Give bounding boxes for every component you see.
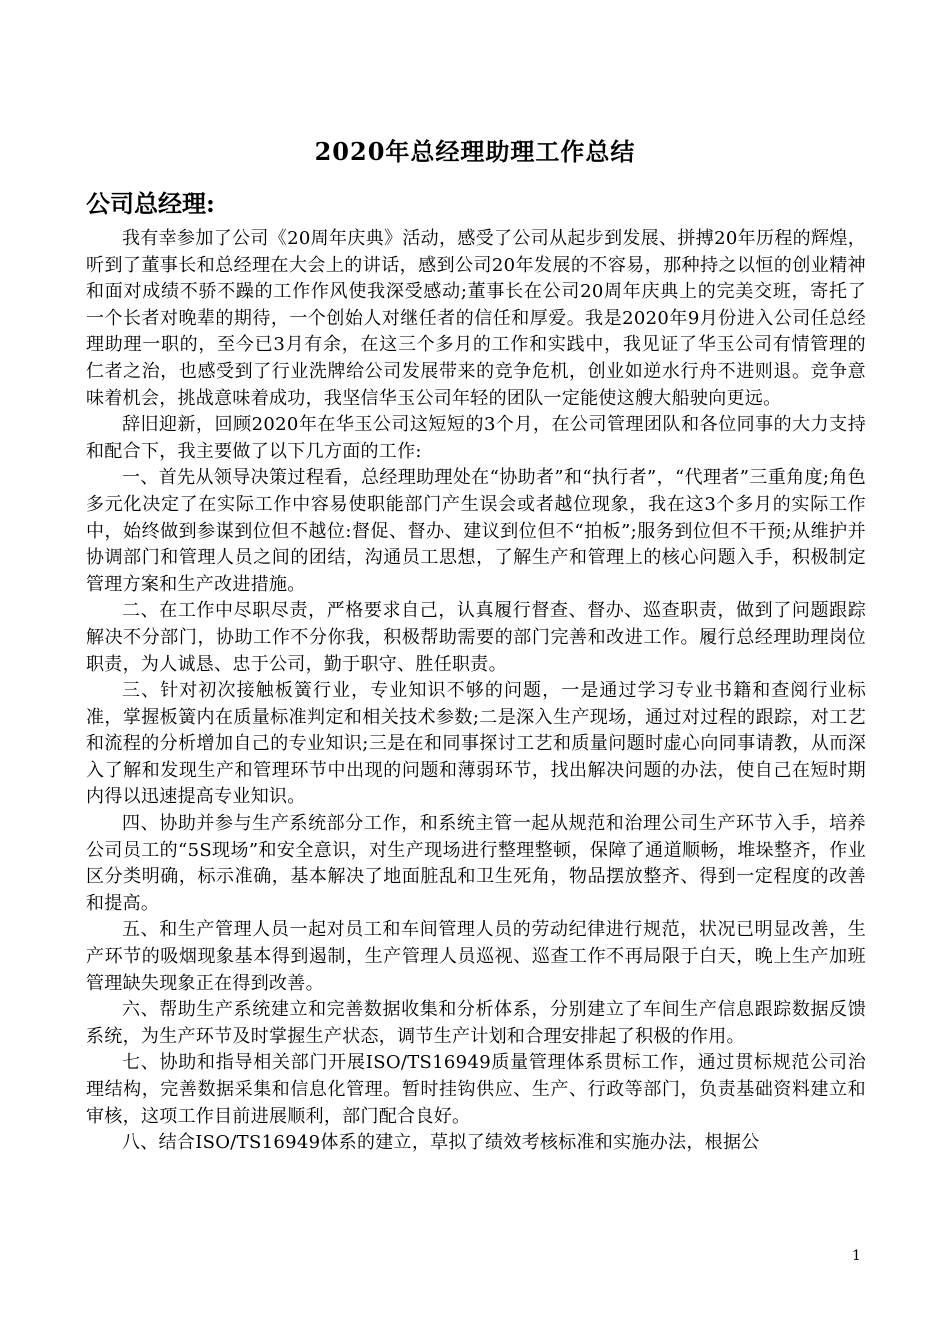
body-paragraph: 辞旧迎新，回顾2020年在华玉公司这短短的3个月，在公司管理团队和各位同事的大力支持和配合下，我主要做了以下几方面的工作: [86,414,866,462]
body-paragraph: 四、协助并参与生产系统部分工作，和系统主管一起从规范和治理公司生产环节入手，培养公司员工的“5S现场”和安全意识，对生产现场进行整理整顿，保障了通道顺畅，堆垛整齐，作业区分类明确，标示准确，基本解决了地面脏乱和卫生死角，物品摆放整齐、得到一定程度的改善和提高。 [86,813,866,914]
body-paragraph: 三、针对初次接触板簧行业，专业知识不够的问题，一是通过学习专业书籍和查阅行业标准，掌握板簧内在质量标准判定和相关技术参数;二是深入生产现场，通过对过程的跟踪，对工艺和流程的分析增加自己的专业知识;三是在和同事探讨工艺和质量问题时虚心向同事请教，从而深入了解和发现生产和管理环节中出现的问题和薄弱环节，找出解决问题的办法，使自己在短时期内得以迅速提高专业知识。 [86,680,866,808]
document-body [86,226,866,1157]
body-paragraph: 二、在工作中尽职尽责，严格要求自己，认真履行督查、督办、巡查职责，做到了问题跟踪解决不分部门，协助工作不分你我，积极帮助需要的部门完善和改进工作。履行总经理助理岗位职责，为人诚恳、忠于公司，勤于职守、胜任职责。 [86,600,866,675]
body-paragraph: 五、和生产管理人员一起对员工和车间管理人员的劳动纪律进行规范，状况已明显改善，生产环节的吸烟现象基本得到遏制，生产管理人员巡视、巡查工作不再局限于白天，晚上生产加班管理缺失现象正在得到改善。 [86,919,866,994]
salutation-heading: 公司总经理: [86,189,215,218]
page-number: 1 [852,1248,861,1264]
body-paragraph: 七、协助和指导相关部门开展ISO/TS16949质量管理体系贯标工作，通过贯标规范公司治理结构，完善数据采集和信息化管理。暂时挂钩供应、生产、行政等部门，负责基础资料建立和审核，这项工作目前进展顺利，部门配合良好。 [86,1052,866,1127]
body-paragraph: 我有幸参加了公司《20周年庆典》活动，感受了公司从起步到发展、拼搏20年历程的辉煌，听到了董事长和总经理在大会上的讲话，感到公司20年发展的不容易，那种持之以恒的创业精神和面对成绩不骄不躁的工作作风使我深受感动;董事长在公司20周年庆典上的完美交班，寄托了一个长者对晚辈的期待，一个创始人对继任者的信任和厚爱。我是2020年9月份进入公司任总经理助理一职的，至今已3月有余，在这三个多月的工作和实践中，我见证了华玉公司有情管理的仁者之治，也感受到了行业洗牌给公司发展带来的竞争危机，创业如逆水行舟不进则退。竞争意味着机会，挑战意味着成功，我坚信华玉公司年轻的团队一定能使这艘大船驶向更远。 [86,228,866,409]
document-title: 2020年总经理助理工作总结 [314,137,636,166]
body-paragraph: 一、首先从领导决策过程看，总经理助理处在“协助者”和“执行者”，“代理者”三重角度;角色多元化决定了在实际工作中容易使职能部门产生误会或者越位现象，我在这3个多月的实际工作中，始终做到参谋到位但不越位:督促、督办、建议到位但不“拍板”;服务到位但不干预;从维护并协调部门和管理人员之间的团结，沟通员工思想，了解生产和管理上的核心问题入手，积极制定管理方案和生产改进措施。 [86,467,866,595]
body-paragraph: 八、结合ISO/TS16949体系的建立，草拟了绩效考核标准和实施办法，根据公 [122,1132,760,1154]
body-paragraph: 六、帮助生产系统建立和完善数据收集和分析体系，分别建立了车间生产信息跟踪数据反馈系统，为生产环节及时掌握生产状态，调节生产计划和合理安排起了积极的作用。 [86,999,866,1047]
